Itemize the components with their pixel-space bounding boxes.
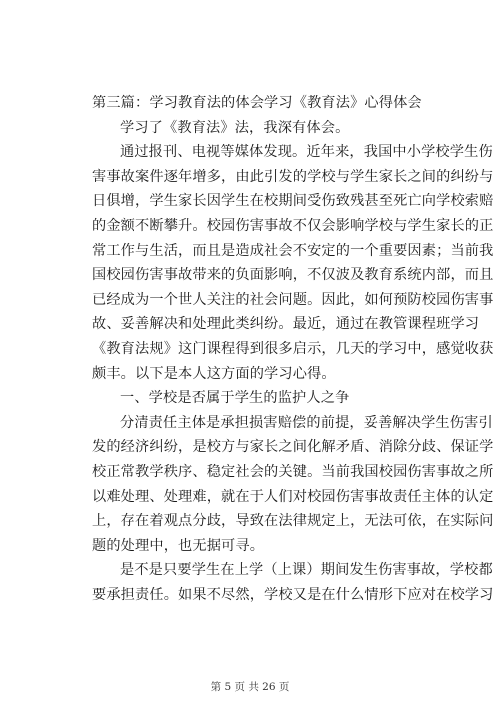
paragraph-line: 以难处理、处理难，就在于人们对校园伤害事故责任主体的认定 [92, 488, 494, 505]
paragraph-line: 害事故案件逐年增多，由此引发的学校与学生家长之间的纠纷与 [92, 168, 494, 185]
paragraph-line: 通过报刊、电视等媒体发现。近年来，我国中小学校学生伤 [120, 144, 493, 161]
paragraph-line: 分清责任主体是承担损害赔偿的前提，妥善解决学生伤害引 [120, 414, 493, 431]
paragraph-line: 发的经济纠纷，是校方与家长之间化解矛盾、消除分歧、保证学 [92, 439, 494, 456]
paragraph-line: 故、妥善解决和处理此类纠纷。最近，通过在教管课程班学习 [92, 316, 480, 333]
paragraph-line: 题的处理中，也无据可寻。 [92, 537, 265, 554]
paragraph-line: 是不是只要学生在上学（上课）期间发生伤害事故，学校都 [120, 562, 493, 579]
paragraph-line: 已经成为一个世人关注的社会问题。因此，如何预防校园伤害事 [92, 291, 494, 308]
page-number-footer: 第 5 页 共 26 页 [210, 681, 290, 693]
paragraph-line: 颇丰。以下是本人这方面的学习心得。 [92, 365, 336, 382]
paragraph-line: 校正常教学秩序、稳定社会的关键。当前我国校园伤害事故之所 [92, 463, 494, 480]
paragraph-line: 国校园伤害事故带来的负面影响，不仅波及教育系统内部，而且 [92, 267, 494, 284]
paragraph-line: 上，存在着观点分歧，导致在法律规定上，无法可依，在实际问 [92, 513, 494, 530]
paragraph-line: 常工作与生活，而且是造成社会不安定的一个重要因素；当前我 [92, 242, 494, 259]
intro-line: 学习了《教育法》法，我深有体会。 [120, 119, 350, 136]
section-heading: 一、学校是否属于学生的监护人之争 [120, 390, 350, 407]
paragraph-line: 日俱增，学生家长因学生在校期间受伤致残甚至死亡向学校索赔 [92, 193, 494, 210]
paragraph-line: 《教育法规》这门课程得到很多启示，几天的学习中，感觉收获 [92, 340, 494, 357]
document-title: 第三篇：学习教育法的体会学习《教育法》心得体会 [92, 95, 422, 111]
paragraph-line: 的金额不断攀升。校园伤害事故不仅会影响学校与学生家长的正 [92, 217, 494, 234]
paragraph-line: 要承担责任。如果不尽然，学校又是在什么情形下应对在校学习 [92, 586, 494, 603]
document-body [92, 91, 494, 607]
